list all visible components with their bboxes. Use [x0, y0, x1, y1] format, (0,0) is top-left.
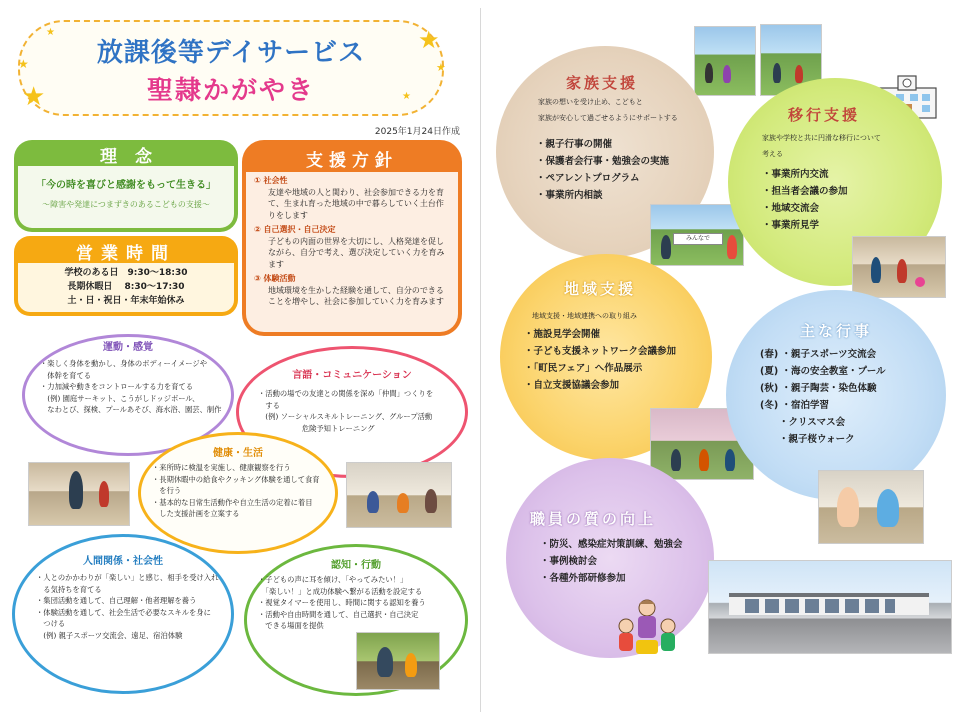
business-hours-box — [14, 236, 238, 316]
list-item: ・親子桜ウォーク — [760, 434, 855, 445]
motor-sensory-text: ・楽しく身体を動かし、身体のボディーイメージや 体幹を育てる ・力加減や動きをコントロールする力を育てる (例) 園庭サーキット、こうがしドッジボール、 なわとび、探検、プールあそび、海水浴、園芸、制作 — [40, 359, 222, 414]
list-item: ・クリスマス会 — [760, 417, 846, 428]
transition-support-list — [762, 166, 932, 234]
staff-family-illustration — [614, 596, 680, 658]
star-icon: ★ — [18, 57, 29, 71]
business-hours-title: 営業時間 — [76, 244, 176, 264]
policy-item-title: ③ 体験活動 — [254, 274, 296, 283]
list-item: ・事業所内相談 — [536, 190, 603, 201]
policy-item-title: ② 自己選択・自己決定 — [254, 225, 336, 234]
list-item: (秋) ・親子陶芸・染色体験 — [760, 383, 877, 394]
hours-row: 土・日・祝日・年末年始休み — [67, 296, 185, 306]
events-list — [760, 346, 940, 448]
star-icon: ★ — [418, 26, 440, 54]
star-icon: ★ — [46, 27, 55, 38]
star-icon: ★ — [402, 91, 411, 102]
support-policy-box — [242, 140, 462, 336]
staff-quality-title: 職員の質の向上 — [530, 510, 657, 528]
social-title: 人間関係・社会性 — [83, 556, 163, 567]
community-support-title: 地域支援 — [564, 280, 637, 298]
family-support-title: 家族支援 — [566, 74, 639, 92]
activity-photo-room — [346, 462, 452, 528]
staff-quality-list — [540, 536, 710, 587]
list-item: ・ペアレントプログラム — [536, 173, 640, 184]
photo-outdoor-walk — [694, 26, 756, 96]
policy-item-text: 友達や地域の人と関わり、社会参加できる力を育て、生まれ育った地域の中で暮らしていく土台作りをします — [268, 187, 444, 220]
policy-item-text: 地域環境を生かした経験を通して、自分のできることを増やし、社会に参加していく力を育みます — [268, 285, 444, 306]
list-item: ・事業所見学 — [762, 220, 820, 231]
philosophy-main: 「今の時を喜びと感謝をもって生きる」 — [36, 180, 216, 191]
star-icon: ★ — [436, 61, 446, 74]
list-item: ・施設見学会開催 — [524, 329, 601, 340]
philosophy-box — [14, 140, 238, 232]
transition-support-title: 移行支援 — [788, 106, 861, 124]
photo-pottery — [818, 470, 924, 544]
list-item: ・保護者会行事・勉強会の実施 — [536, 156, 670, 167]
policy-item-title: ① 社会性 — [254, 176, 288, 185]
list-item: ・子ども支援ネットワーク会議参加 — [524, 346, 677, 357]
hours-row: 長期休暇日 8:30～17:30 — [67, 282, 185, 292]
family-support-intro: 家族の想いを受け止め、こどもと 家族が安心して過ごせるようにサポートする — [538, 98, 678, 122]
language-title: 言語・コミュニケーション — [292, 370, 412, 381]
list-item: (夏) ・海の安全教室・プール — [760, 366, 886, 377]
list-item: ・担当者会議の参加 — [762, 186, 848, 197]
language-text: ・活動の場での友達との関係を深め「仲間」つくりを する (例) ソーシャルスキルトレーニング、グループ活動 危険予知トレーニング — [258, 389, 434, 433]
transition-support-intro: 家族や学校と共に円滑な移行について 考える — [762, 134, 881, 158]
support-policy-title: 支援方針 — [306, 151, 398, 171]
cognition-text: ・子どもの声に耳を傾け、「やってみたい！」 「楽しい！」と成功体験へ繋がる活動を設定する ・視覚タイマーを使用し、時間に関する認知を養う ・活動や自由時間を通して、自己選択・自己決定 できる場面を提供 — [258, 575, 426, 630]
list-item: (冬) ・宿泊学習 — [760, 400, 829, 411]
philosophy-sub: ～障害や発達につまずきのあるこどもの支援～ — [42, 200, 210, 209]
list-item: ・親子行事の開催 — [536, 139, 613, 150]
photo-family-event — [650, 204, 744, 266]
hours-row: 学校のある日 9:30～18:30 — [64, 268, 188, 278]
list-item: ・事業所内交流 — [762, 169, 829, 180]
photo-banner: みんなで — [673, 233, 723, 245]
activity-photo-gym — [28, 462, 130, 526]
family-support-list — [536, 136, 712, 204]
list-item: ・事例検討会 — [540, 556, 598, 567]
facility-name: 聖隷かがやき — [146, 76, 315, 106]
activity-photo-garden — [356, 632, 440, 690]
community-support-list — [524, 326, 710, 394]
cognition-title: 認知・行動 — [331, 560, 381, 571]
health-life-title: 健康・生活 — [213, 448, 263, 459]
created-date: 2025年1月24日作成 — [374, 127, 460, 137]
star-icon: ★ — [22, 82, 46, 112]
page-divider — [480, 8, 481, 712]
list-item: ・「町民フェア」へ作品展示 — [524, 363, 643, 374]
community-support-intro: 地域支援・地域連携への取り組み — [532, 312, 637, 320]
events-title: 主な行事 — [800, 322, 873, 340]
policy-item-text: 子どもの内面の世界を大切にし、人格発達を促しながら、自分で考え、選び決定していく力を育みます — [268, 236, 445, 269]
list-item: ・防災、感染症対策訓練、勉強会 — [540, 539, 683, 550]
page-title: 放課後等デイサービス — [96, 38, 366, 68]
photo-gym-exchange — [852, 236, 946, 298]
list-item: ・地域交流会 — [762, 203, 820, 214]
list-item: (春) ・親子スポーツ交流会 — [760, 349, 877, 360]
philosophy-title: 理念 — [100, 147, 170, 167]
health-life-text: ・来所時に検温を実施し、健康観察を行う ・長期休暇中の給食やクッキング体験を通して食育 を行う ・基本的な日常生活動作や自立生活の定着に着目 した支援計画を立案する — [152, 463, 320, 518]
list-item: ・自立支援協議会参加 — [524, 380, 620, 391]
motor-sensory-title: 運動・感覚 — [103, 342, 153, 353]
photo-facility-building — [708, 560, 952, 654]
social-text: ・人とのかかわりが「楽しい」と感じ、相手を受け入れ る気持ちを育てる ・集団活動を通して、自己理解・他者理解を養う ・体験活動を通して、社会生活で必要なスキルを身に つける (例) 親子スポーツ交流会、遠足、宿泊体験 — [36, 573, 219, 640]
list-item: ・各種外部研修参加 — [540, 573, 626, 584]
